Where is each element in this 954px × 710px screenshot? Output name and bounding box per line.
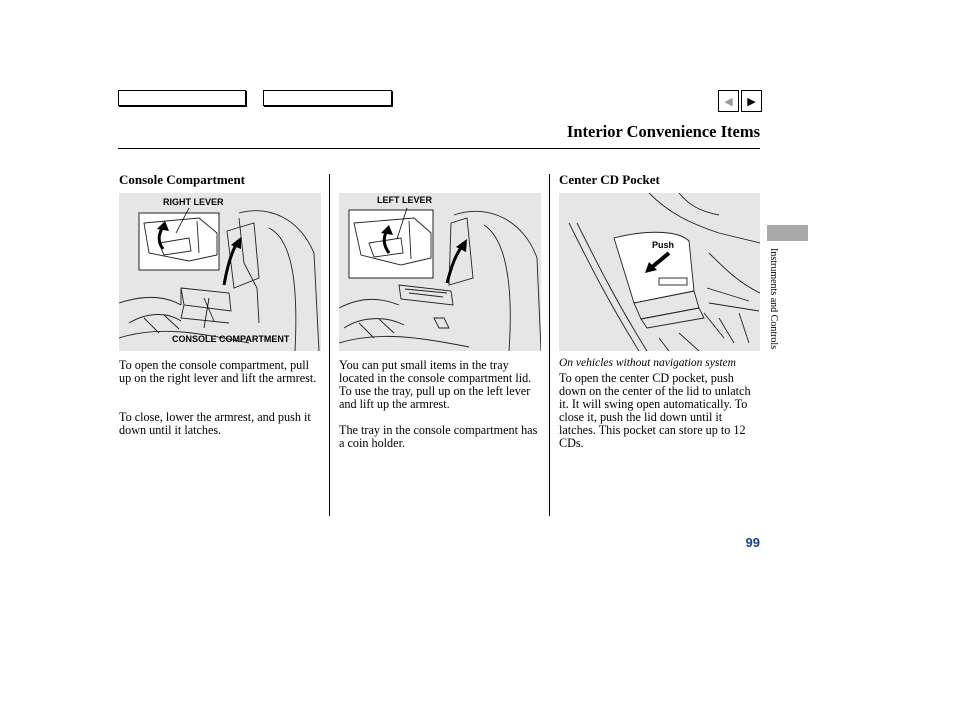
console-compartment-label: CONSOLE COMPARTMENT: [172, 334, 290, 344]
next-page-button[interactable]: [741, 90, 762, 112]
nav-link-box-1[interactable]: [118, 90, 246, 106]
previous-page-button[interactable]: [718, 90, 739, 112]
page-title: Interior Convenience Items: [566, 122, 760, 141]
triangle-left-icon: ◀: [724, 94, 733, 108]
right-lever-label: RIGHT LEVER: [163, 197, 224, 207]
page-number: 99: [745, 535, 760, 550]
cd-pocket-illustration: [559, 193, 760, 351]
tray-illustration: [339, 193, 541, 351]
console-paragraph-2: To close, lower the armrest, and push it down until it latches.: [119, 410, 311, 437]
cd-pocket-note: On vehicles without navigation system: [559, 357, 736, 369]
chapter-tab: [767, 225, 808, 241]
tray-figure: [339, 193, 541, 351]
tray-paragraph-1: You can put small items in the tray located in the console compartment lid. To use the tray, pull up on the left lever and lift up the armrest.: [339, 358, 532, 411]
left-lever-label: LEFT LEVER: [377, 195, 433, 205]
cd-pocket-figure: [559, 193, 760, 351]
title-divider: [118, 148, 760, 149]
column-divider-1: [329, 174, 330, 516]
tray-paragraph-2: The tray in the console compartment has a coin holder.: [339, 423, 538, 450]
push-label: Push: [652, 240, 675, 250]
column-divider-2: [549, 174, 550, 516]
console-compartment-figure: [119, 193, 321, 351]
console-paragraph-1: To open the console compartment, pull up on the right lever and lift the armrest.: [119, 358, 317, 385]
cd-pocket-paragraph: To open the center CD pocket, push down on the center of the lid to unlatch it. It will swing open automatically. To close it, push the lid down until it latches. This pocket can store up to 12 CDs.: [559, 371, 751, 450]
nav-link-box-2[interactable]: [263, 90, 392, 106]
triangle-right-icon: ▶: [747, 94, 756, 108]
center-cd-pocket-heading: Center CD Pocket: [559, 172, 660, 187]
console-compartment-illustration: [119, 193, 321, 351]
console-compartment-heading: Console Compartment: [119, 172, 246, 187]
chapter-label: Instruments and Controls: [768, 248, 779, 350]
